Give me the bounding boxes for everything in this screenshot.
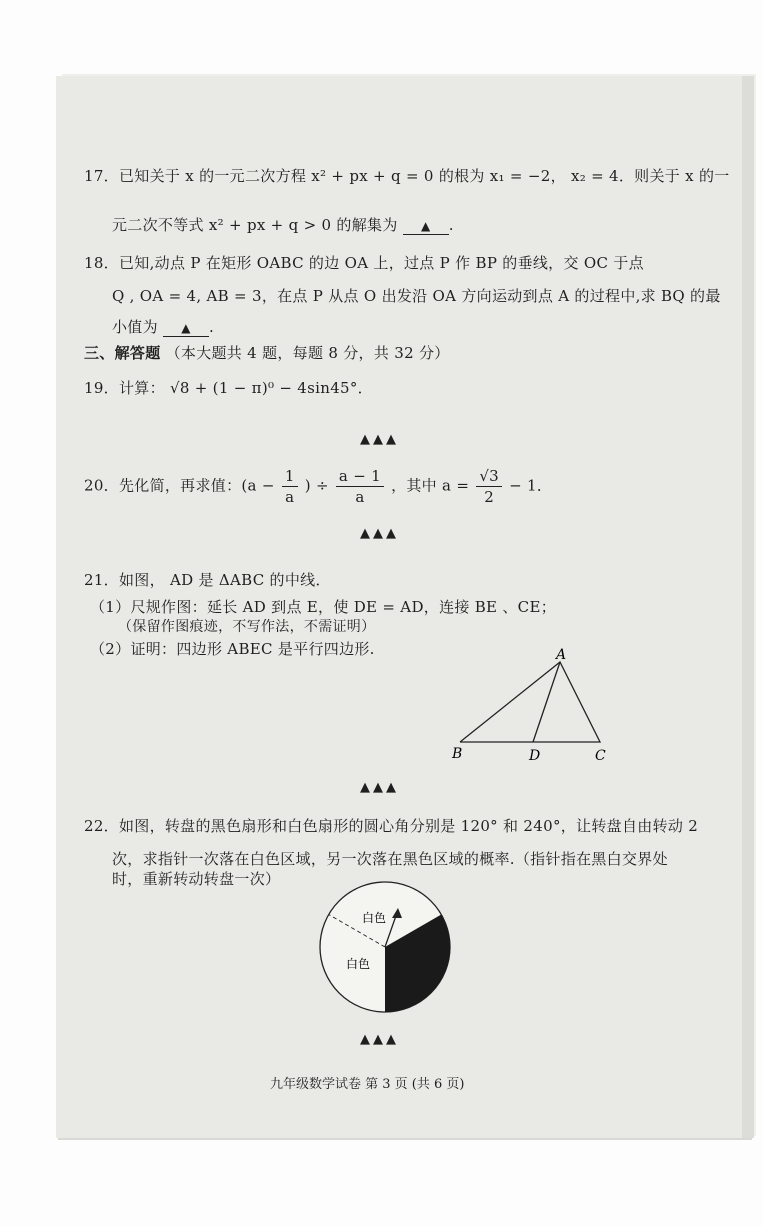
q19-text: 19．计算： √8 + (1 − π)⁰ − 4sin45°． bbox=[84, 379, 373, 397]
q21-line1: 21．如图， AD 是 ΔABC 的中线． bbox=[84, 571, 331, 589]
q20-mid: ) ÷ bbox=[304, 476, 329, 495]
label-d: D bbox=[529, 748, 541, 764]
q20-f2-num: a − 1 bbox=[336, 466, 384, 487]
section-title: 三、解答题 bbox=[84, 344, 161, 362]
triangle-abc bbox=[460, 662, 600, 742]
q18-line3-end: . bbox=[208, 318, 215, 336]
q20-f1-den: a bbox=[285, 488, 295, 506]
q22-line1: 22．如图，转盘的黑色扇形和白色扇形的圆心角分别是 120° 和 240°，让转盘自由转动 2 bbox=[84, 817, 699, 835]
section-heading bbox=[84, 342, 450, 363]
q20-f2-den: a bbox=[355, 488, 365, 506]
q22-line2: 次，求指针一次落在白色区域，另一次落在黑色区域的概率.（指针指在黑白交界处 bbox=[112, 850, 668, 868]
q17-line1: 17．已知关于 x 的一元二次方程 x² + px + q = 0 的根为 x₁ = −2， x₂ = 4．则关于 x 的一 bbox=[84, 167, 730, 185]
paper-edge bbox=[742, 76, 754, 1138]
q20-fraction-1 bbox=[282, 466, 298, 507]
q18-line1: 18．已知,动点 P 在矩形 OABC 的边 OA 上，过点 P 作 BP 的垂线，交 OC 于点 bbox=[84, 254, 644, 272]
q18-line3 bbox=[112, 316, 214, 337]
label-c: C bbox=[595, 748, 606, 764]
q17-answer-blank: ▲ bbox=[403, 218, 449, 235]
q20-expression bbox=[84, 466, 552, 507]
median-ad bbox=[533, 662, 560, 742]
q20-answer-marks: ▲▲▲ bbox=[360, 526, 399, 541]
q17-line2-end: . bbox=[448, 216, 454, 234]
q17-line2-text: 元二次不等式 x² + px + q > 0 的解集为 bbox=[112, 216, 398, 234]
q18-line3-text: 小值为 bbox=[112, 318, 158, 336]
label-white-left: 白色 bbox=[346, 957, 371, 971]
label-b: B bbox=[452, 746, 463, 762]
page-footer: 九年级数学试卷 第 3 页 (共 6 页) bbox=[270, 1077, 465, 1092]
q22-answer-marks: ▲▲▲ bbox=[360, 1032, 399, 1047]
section-note: （本大题共 4 题，每题 8 分，共 32 分） bbox=[165, 344, 450, 362]
q20-f3-num: √3 bbox=[476, 466, 502, 487]
label-a: A bbox=[556, 647, 567, 663]
q20-fraction-2 bbox=[336, 466, 384, 507]
q22-line3: 时，重新转动转盘一次） bbox=[112, 870, 281, 888]
q18-line2: Q , OA = 4, AB = 3，在点 P 从点 O 出发沿 OA 方向运动到点 A 的过程中,求 BQ 的最 bbox=[112, 287, 721, 305]
label-white-top: 白色 bbox=[362, 911, 387, 925]
q17-line2 bbox=[112, 214, 454, 235]
q20-post: − 1． bbox=[509, 476, 553, 495]
q18-answer-blank: ▲ bbox=[163, 320, 209, 337]
q20-f3-den: 2 bbox=[484, 488, 495, 506]
spinner-figure bbox=[318, 880, 458, 1020]
triangle-figure bbox=[440, 640, 620, 770]
q20-f1-num: 1 bbox=[282, 466, 298, 487]
q21-part1-note: （保留作图痕迹，不写作法，不需证明） bbox=[118, 619, 376, 635]
q21-answer-marks: ▲▲▲ bbox=[360, 780, 399, 795]
q20-fraction-3 bbox=[476, 466, 502, 507]
q19-answer-marks: ▲▲▲ bbox=[360, 432, 399, 447]
q20-mid2: ，其中 a = bbox=[391, 476, 470, 495]
q20-pre: 20．先化简，再求值：(a − bbox=[84, 476, 275, 495]
q21-part2: （2）证明：四边形 ABEC 是平行四边形. bbox=[90, 640, 375, 658]
q21-part1: （1）尺规作图：延长 AD 到点 E，使 DE = AD，连接 BE 、CE； bbox=[90, 598, 557, 616]
